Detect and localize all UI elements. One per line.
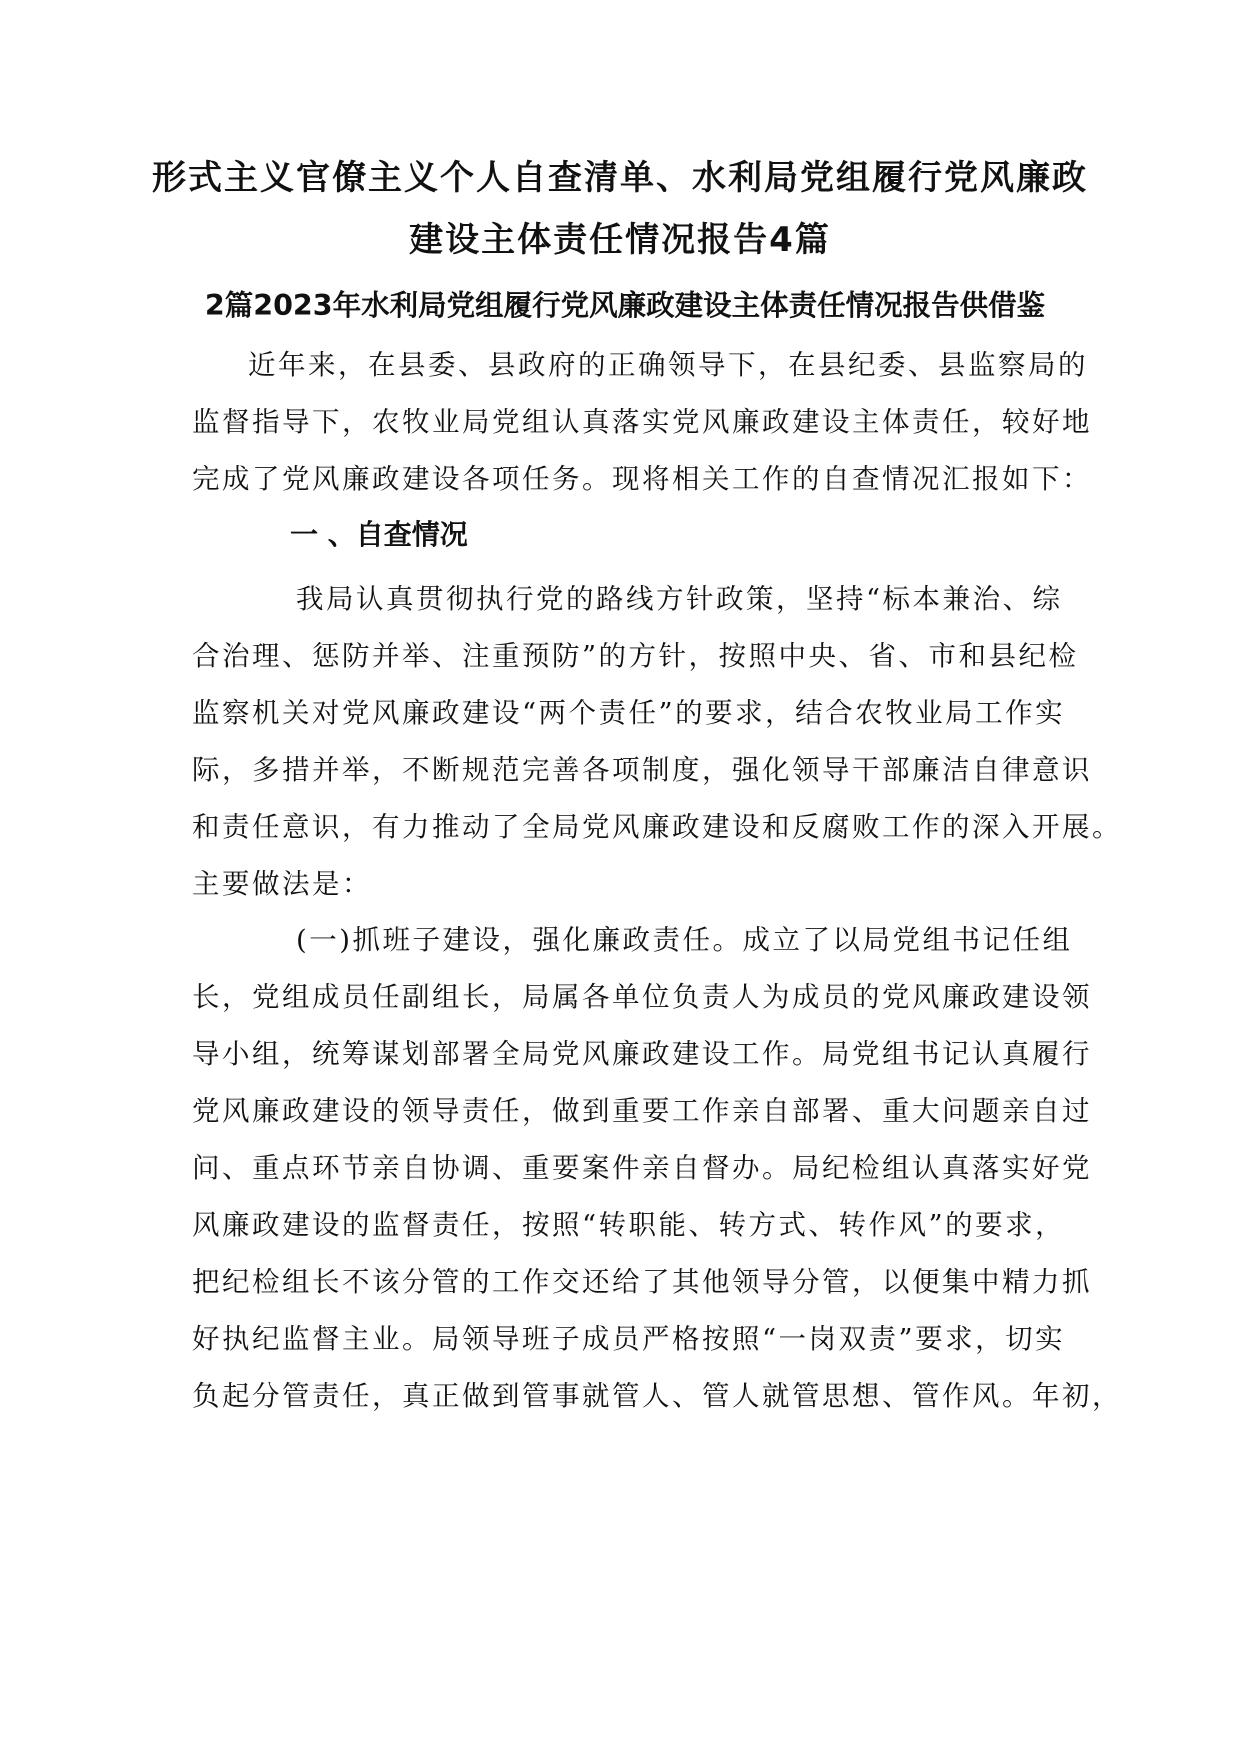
document-subtitle: 2篇2023年水利局党组履行党风廉政建设主体责任情况报告供借鉴 <box>204 289 1046 322</box>
paragraph-line: 合治理、惩防并举、注重预防”的方针，按照中央、省、市和县纪检 <box>192 640 1079 672</box>
document-title-line-1: 形式主义官僚主义个人自查清单、水利局党组履行党风廉政 <box>152 158 1088 198</box>
paragraph-line: 际，多措并举，不断规范完善各项制度，强化领导干部廉洁自律意识 <box>192 754 1092 786</box>
paragraph-line: 监督指导下，农牧业局党组认真落实党风廉政建设主体责任，较好地 <box>192 406 1092 438</box>
paragraph-line: 导小组，统筹谋划部署全局党风廉政建设工作。局党组书记认真履行 <box>192 1038 1092 1070</box>
paragraph-line: 主要做法是： <box>192 868 372 900</box>
intro-paragraph <box>192 337 1092 508</box>
paragraph-line: 把纪检组长不该分管的工作交还给了其他领导分管，以便集中精力抓 <box>192 1266 1092 1298</box>
paragraph-line: 问、重点环节亲自协调、重要案件亲自督办。局纪检组认真落实好党 <box>192 1152 1092 1184</box>
paragraph-line: 和责任意识，有力推动了全局党风廉政建设和反腐败工作的深入开展。 <box>192 811 1122 843</box>
paragraph-line: (一)抓班子建设，强化廉政责任。成立了以局党组书记任组 <box>296 924 1073 956</box>
self-inspection-paragraph <box>192 571 1122 913</box>
paragraph-line: 监察机关对党风廉政建设“两个责任”的要求，结合农牧业局工作实 <box>192 697 1066 729</box>
paragraph-line: 风廉政建设的监督责任，按照“转职能、转方式、转作风”的要求， <box>192 1209 1066 1241</box>
section-heading-self-inspection: 一 、自查情况 <box>290 518 468 551</box>
paragraph-line: 党风廉政建设的领导责任，做到重要工作亲自部署、重大问题亲自过 <box>192 1095 1092 1127</box>
document-title-line-2: 建设主体责任情况报告4篇 <box>409 220 831 260</box>
leadership-paragraph <box>192 912 1122 1425</box>
paragraph-line: 好执纪监督主业。局领导班子成员严格按照“一岗双责”要求，切实 <box>192 1323 1066 1355</box>
paragraph-line: 我局认真贯彻执行党的路线方针政策，坚持“标本兼治、综 <box>296 583 1063 615</box>
paragraph-line: 完成了党风廉政建设各项任务。现将相关工作的自查情况汇报如下： <box>192 463 1092 495</box>
paragraph-line: 长，党组成员任副组长，局属各单位负责人为成员的党风廉政建设领 <box>192 981 1092 1013</box>
paragraph-line: 近年来，在县委、县政府的正确领导下，在县纪委、县监察局的 <box>248 349 1088 381</box>
paragraph-line: 负起分管责任，真正做到管事就管人、管人就管思想、管作风。年初， <box>192 1380 1122 1412</box>
